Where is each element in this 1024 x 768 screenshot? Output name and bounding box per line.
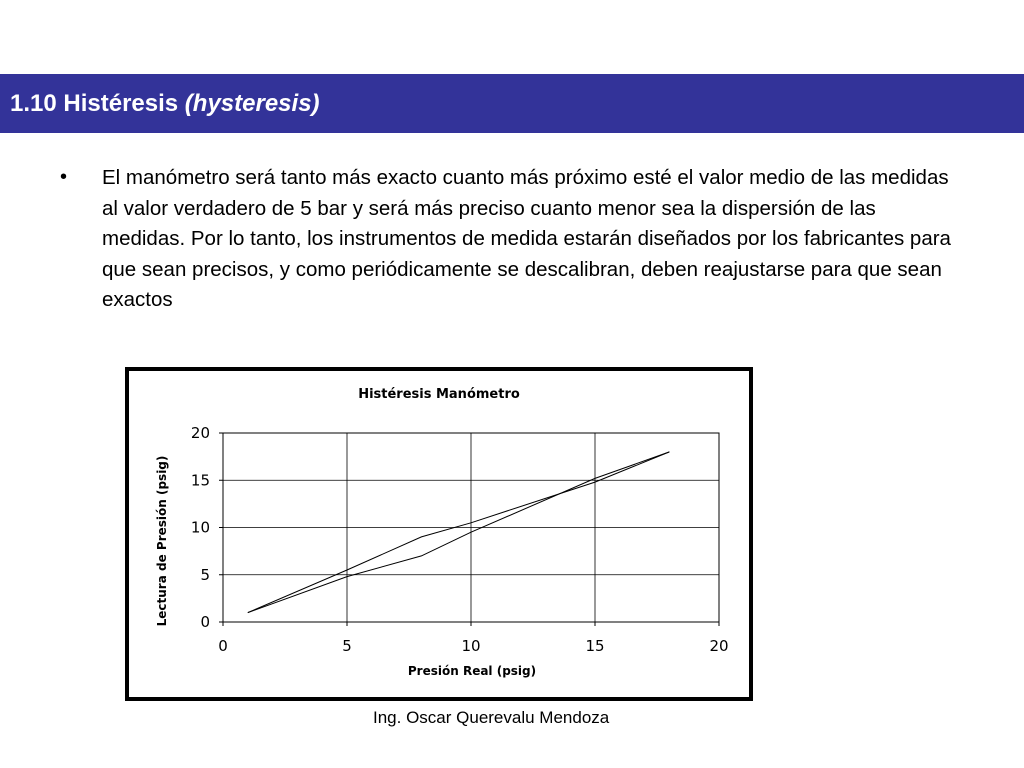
chart-frame xyxy=(125,367,753,701)
hysteresis-chart xyxy=(129,371,749,697)
chart-grid xyxy=(223,433,719,622)
x-tick-label: 0 xyxy=(218,637,228,655)
y-axis-label: Lectura de Presión (psig) xyxy=(155,455,169,627)
chart-title: Histéresis Manómetro xyxy=(358,387,520,402)
x-tick-label: 5 xyxy=(342,637,352,655)
slide-title-main: 1.10 Histéresis xyxy=(10,90,185,117)
chart-ticks xyxy=(191,424,729,655)
series-line-1 xyxy=(248,452,670,613)
title-bar xyxy=(0,74,1024,133)
y-tick-label: 5 xyxy=(200,565,210,584)
footer-author: Ing. Oscar Querevalu Mendoza xyxy=(373,708,610,727)
bullet-marker: • xyxy=(60,166,68,188)
x-tick-label: 15 xyxy=(585,637,605,655)
slide-title xyxy=(10,90,320,118)
y-tick-label: 10 xyxy=(190,518,210,537)
y-tick-label: 0 xyxy=(200,613,210,631)
bullet-paragraph: El manómetro será tanto más exacto cuanto más próximo esté el valor medio de las medidas al valor verdadero de 5 bar y será más preciso cuanto menor sea la dispersión de las medidas. Por lo tanto, los instrumentos de medida estarán diseñados por los fabricantes para que sean precisos, y como periódicamente se descalibran, deben reajustarse para que sean exactos xyxy=(102,166,951,311)
x-axis-label: Presión Real (psig) xyxy=(407,664,537,678)
x-tick-label: 10 xyxy=(461,637,481,655)
x-tick-label: 20 xyxy=(709,637,729,655)
y-tick-label: 20 xyxy=(190,424,210,442)
slide-title-italic: (hysteresis) xyxy=(184,90,320,117)
y-tick-label: 15 xyxy=(190,471,210,490)
chart-series xyxy=(248,452,670,613)
series-line-2 xyxy=(248,452,670,613)
